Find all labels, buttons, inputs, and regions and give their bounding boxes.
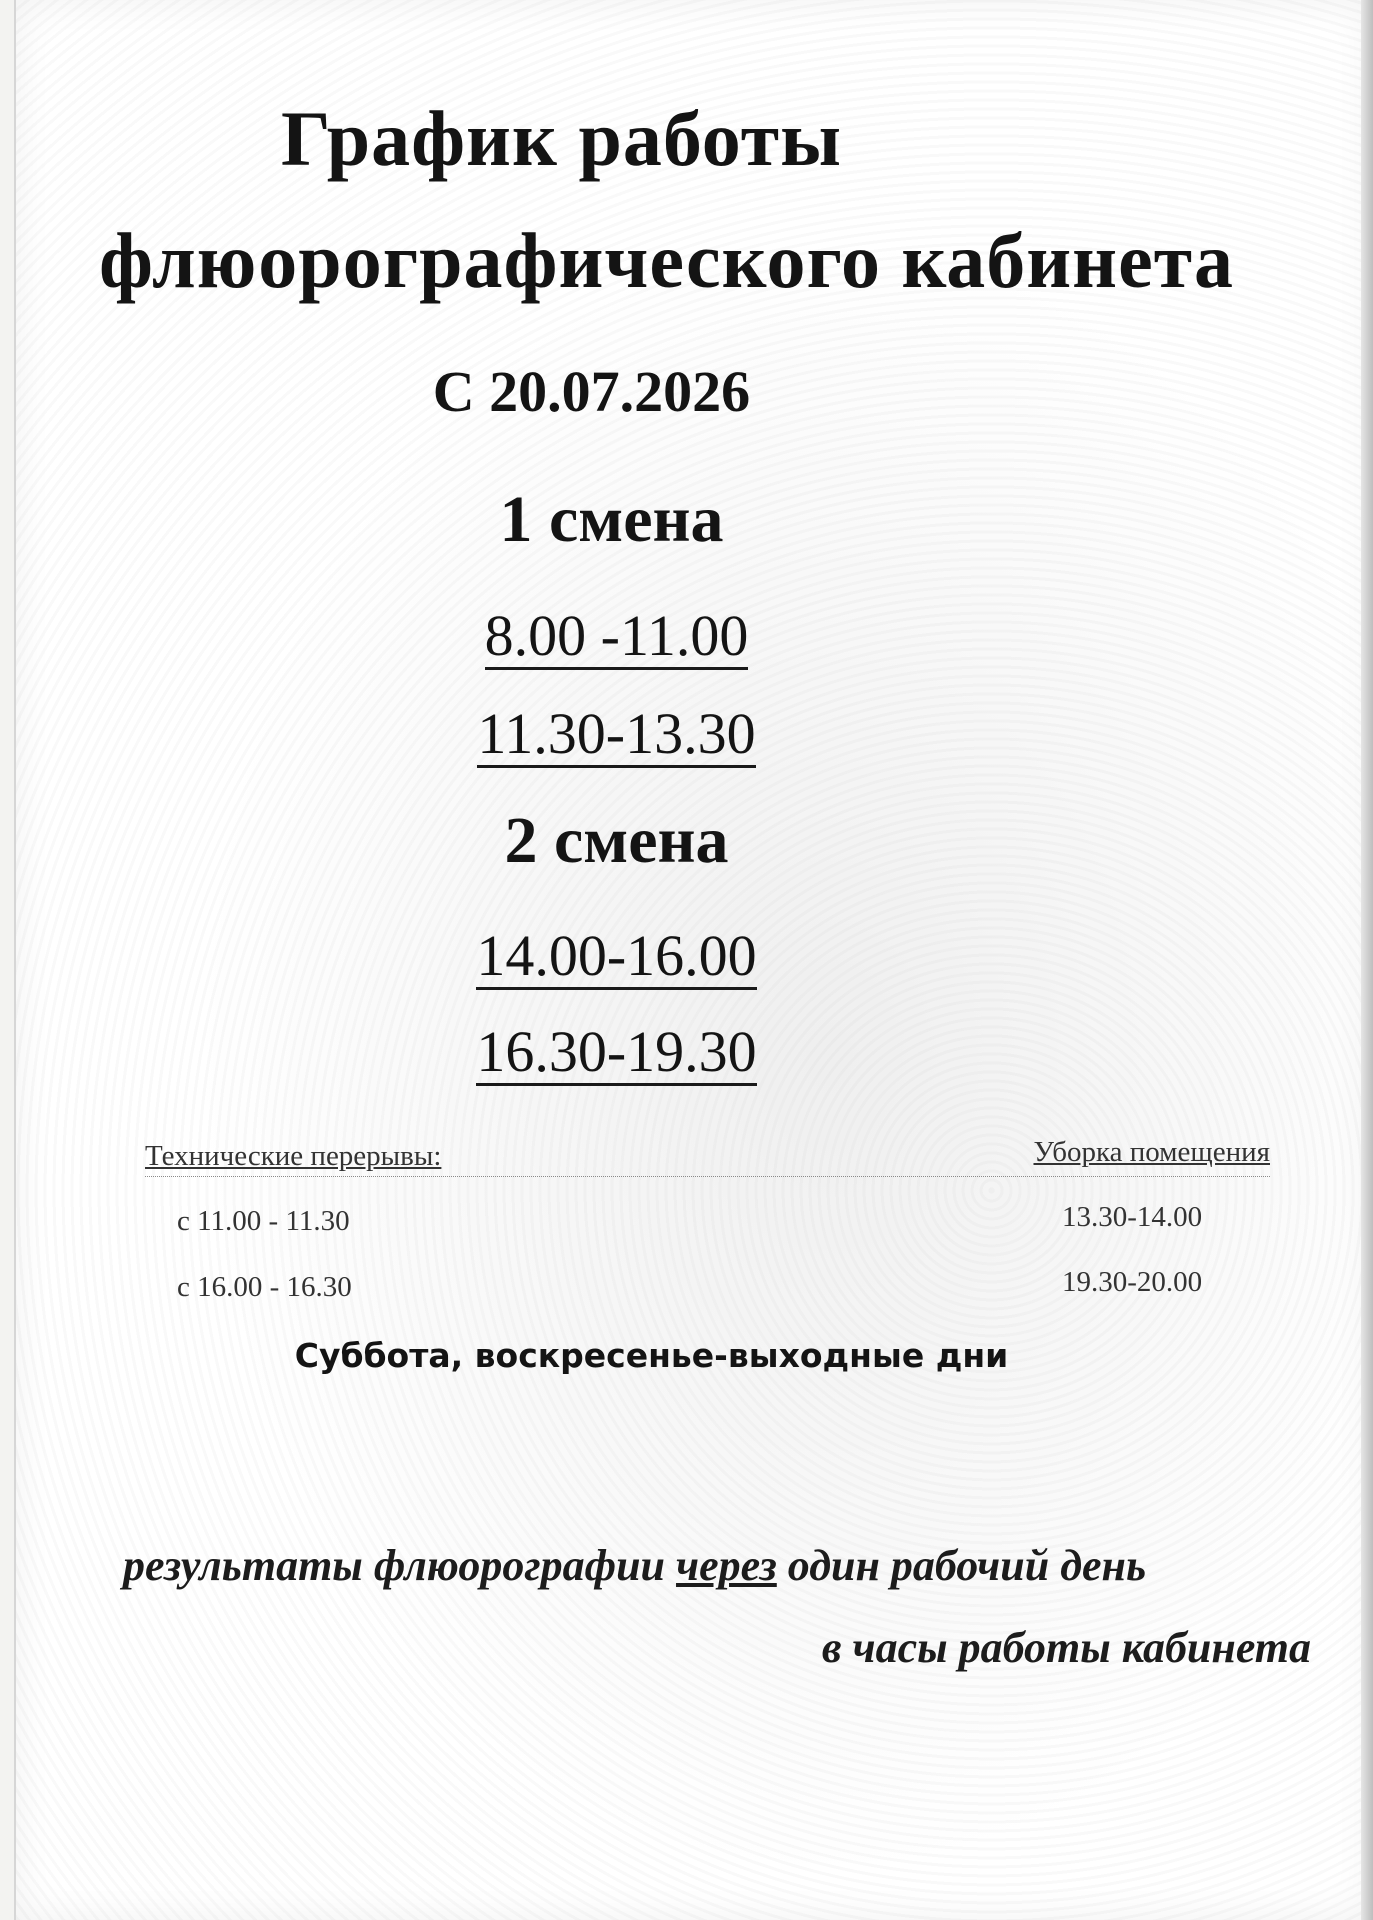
cleaning-item-1: 13.30-14.00 <box>1062 1201 1203 1233</box>
shift-1-slot-1 <box>0 602 1303 670</box>
shift-2-slot-2 <box>0 1018 1303 1086</box>
sheet-edge-shadow <box>1361 0 1373 1920</box>
break-item-1: с 11.00 - 11.30 <box>177 1205 350 1237</box>
cleaning-label: Уборка помещения <box>1033 1136 1270 1168</box>
shift-2-slot-1 <box>0 922 1303 990</box>
time-slot-text: 8.00 -11.00 <box>484 603 749 668</box>
results-note-line2: в часы работы кабинета <box>821 1623 1311 1672</box>
results-text-before: результаты флюорографии <box>123 1541 677 1590</box>
breaks-header-row <box>145 1136 1270 1177</box>
results-text-after: один рабочий день <box>776 1541 1147 1590</box>
effective-date: С 20.07.2026 <box>432 359 751 424</box>
cleaning-item-2: 19.30-20.00 <box>1062 1266 1203 1298</box>
results-text-underlined: через <box>676 1541 777 1590</box>
time-slot-text: 16.30-19.30 <box>476 1019 757 1084</box>
results-note-line1 <box>123 1541 1147 1590</box>
shift-2-label: 2 смена <box>504 804 729 877</box>
weekend-note: Суббота, воскресенье-выходные дни <box>294 1336 1009 1375</box>
time-slot-text: 11.30-13.30 <box>477 701 756 766</box>
break-item-2: с 16.00 - 16.30 <box>177 1271 352 1303</box>
technical-breaks-label: Технические перерывы: <box>145 1140 442 1172</box>
shift-1-label: 1 смена <box>499 483 724 556</box>
notice-title-line2: флюорографического кабинета <box>98 217 1235 304</box>
shift-1-slot-2 <box>0 700 1303 768</box>
notice-title-line1: График работы <box>281 95 842 182</box>
time-slot-text: 14.00-16.00 <box>476 923 757 988</box>
